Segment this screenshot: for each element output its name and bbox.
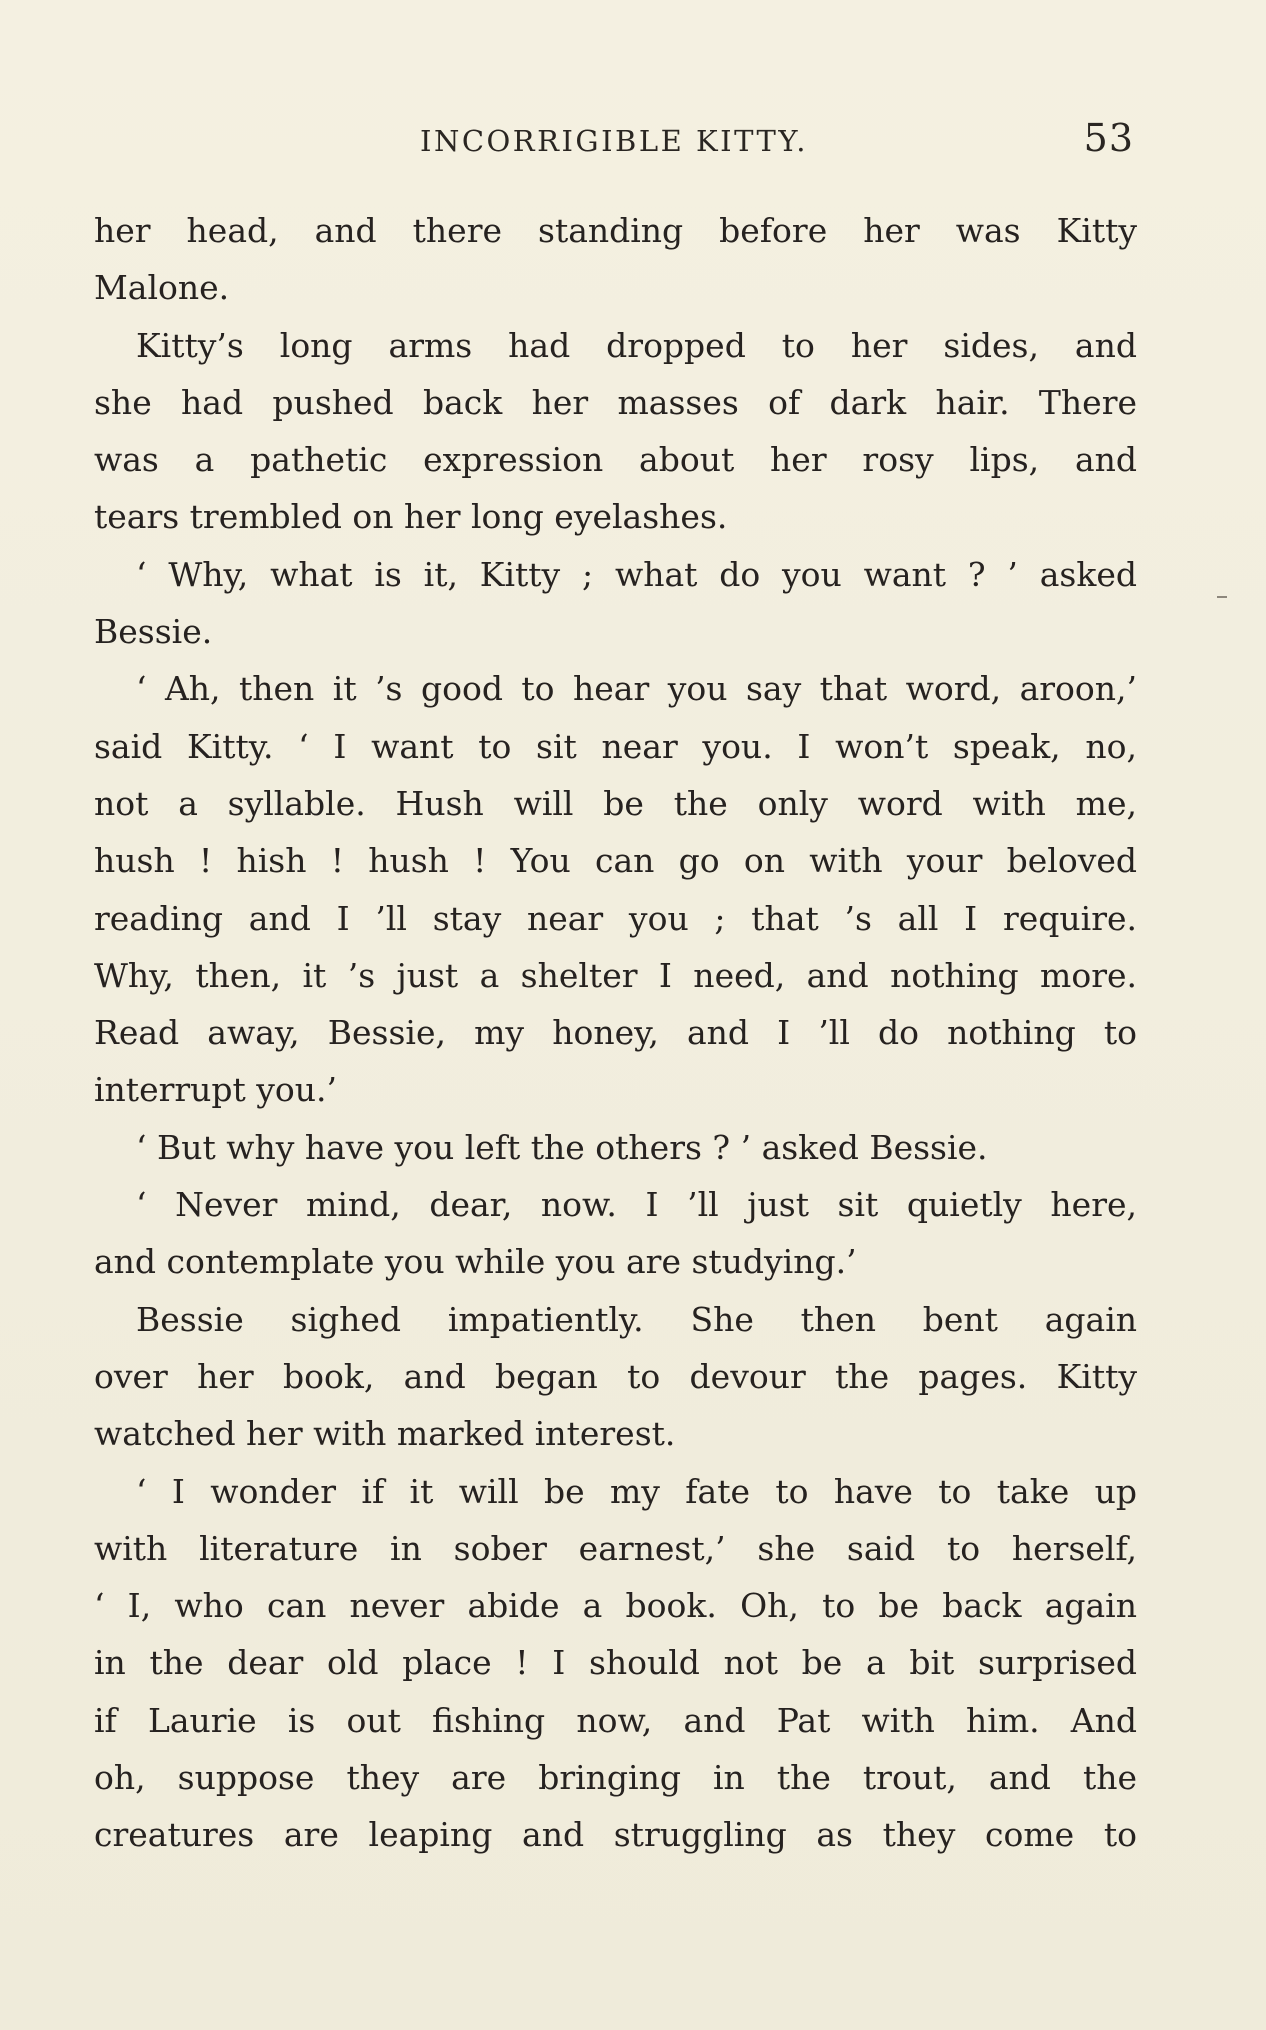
text-line: Bessie sighed impatiently. She then bent again xyxy=(136,1299,1137,1339)
margin-mark xyxy=(1217,596,1227,598)
text-line: over her book, and began to devour the pages. Kitty xyxy=(94,1356,1137,1396)
text-line: ‘ I wonder if it will be my fate to have to take up xyxy=(136,1471,1137,1511)
text-line: Malone. xyxy=(94,268,230,308)
text-line: she had pushed back her masses of dark hair. There xyxy=(94,382,1137,422)
text-line: if Laurie is out fishing now, and Pat with him. And xyxy=(94,1700,1137,1740)
text-line: not a syllable. Hush will be the only word with me, xyxy=(94,783,1137,823)
text-line: ‘ Never mind, dear, now. I ’ll just sit quietly here, xyxy=(136,1185,1137,1225)
page-number: 53 xyxy=(1083,116,1134,160)
text-line: ‘ I, who can never abide a book. Oh, to be back again xyxy=(94,1586,1137,1626)
text-line: ‘ Why, what is it, Kitty ; what do you want ? ’ asked xyxy=(136,554,1137,594)
body-text xyxy=(94,202,1137,1864)
text-line: said Kitty. ‘ I want to sit near you. I won’t speak, no, xyxy=(94,726,1137,766)
text-line: Read away, Bessie, my honey, and I ’ll do nothing to xyxy=(94,1013,1137,1053)
chapter-title: INCORRIGIBLE KITTY. xyxy=(420,124,808,158)
text-line: Bessie. xyxy=(94,612,213,652)
text-line: was a pathetic expression about her rosy lips, and xyxy=(94,440,1137,480)
text-line: ‘ Ah, then it ’s good to hear you say that word, aroon,’ xyxy=(136,669,1137,709)
text-line: creatures are leaping and struggling as they come to xyxy=(94,1815,1137,1855)
text-line: ‘ But why have you left the others ? ’ asked Bessie. xyxy=(136,1127,988,1167)
text-line: reading and I ’ll stay near you ; that ’s all I require. xyxy=(94,898,1137,938)
text-line: Kitty’s long arms had dropped to her sides, and xyxy=(136,325,1137,365)
text-line: in the dear old place ! I should not be a bit surprised xyxy=(94,1643,1137,1683)
text-line: hush ! hish ! hush ! You can go on with your beloved xyxy=(94,841,1137,881)
text-line: with literature in sober earnest,’ she said to herself, xyxy=(94,1528,1137,1568)
running-header xyxy=(94,116,1134,166)
text-line: her head, and there standing before her was Kitty xyxy=(94,211,1137,250)
text-line: Why, then, it ’s just a shelter I need, and nothing more. xyxy=(94,955,1137,995)
text-line: and contemplate you while you are studying.’ xyxy=(94,1242,857,1282)
text-line: interrupt you.’ xyxy=(94,1070,338,1110)
text-line: tears trembled on her long eyelashes. xyxy=(94,497,728,537)
text-line: oh, suppose they are bringing in the trout, and the xyxy=(94,1758,1137,1798)
text-line: watched her with marked interest. xyxy=(94,1414,676,1454)
